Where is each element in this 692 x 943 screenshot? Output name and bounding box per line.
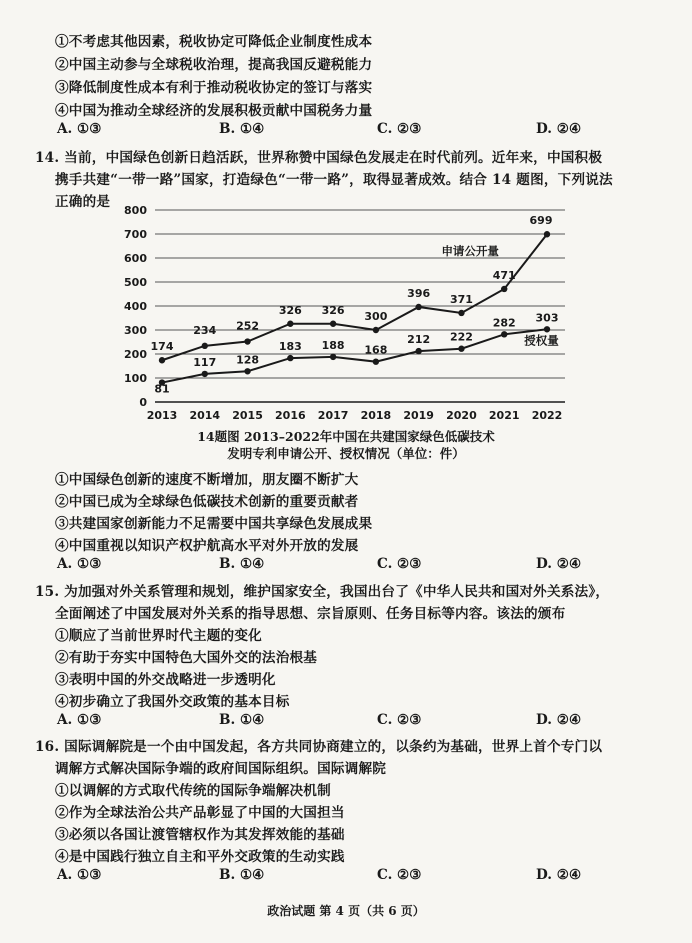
data-label: 168 bbox=[364, 343, 388, 357]
y-tick-label: 300 bbox=[124, 324, 147, 337]
series-name-label: 申请公开量 bbox=[441, 244, 499, 259]
data-label: 300 bbox=[364, 310, 388, 323]
q16-option-c[interactable]: C. ②③ bbox=[377, 867, 422, 883]
q13-option-c[interactable]: C. ②③ bbox=[377, 121, 422, 137]
q16-item-4: ④是中国践行独立自主和平外交政策的生动实践 bbox=[55, 849, 345, 865]
q13-item-3: ③降低制度性成本有利于推动税收协定的签订与落实 bbox=[55, 80, 373, 96]
data-label: 396 bbox=[407, 286, 431, 300]
q15-option-c[interactable]: C. ②③ bbox=[377, 712, 422, 728]
data-point bbox=[287, 355, 293, 361]
q15-item-2: ②有助于夯实中国特色大国外交的法治根基 bbox=[55, 650, 318, 666]
q16-stem-2: 调解方式解决国际争端的政府间国际组织。国际调解院 bbox=[55, 761, 387, 777]
data-label: 81 bbox=[154, 382, 170, 396]
y-tick-label: 600 bbox=[124, 252, 147, 265]
data-label: 282 bbox=[492, 316, 516, 330]
q16-item-3: ③必须以各国让渡管辖权作为其发挥效能的基础 bbox=[55, 827, 345, 843]
data-point bbox=[373, 327, 379, 333]
data-label: 252 bbox=[236, 319, 260, 333]
q13-item-4: ④中国为推动全球经济的发展积极贡献中国税务力量 bbox=[55, 103, 373, 119]
data-point bbox=[501, 331, 507, 337]
data-label: 183 bbox=[278, 340, 302, 354]
q16-option-b[interactable]: B. ①④ bbox=[219, 867, 265, 883]
x-tick-label: 2019 bbox=[403, 409, 434, 422]
data-point bbox=[159, 357, 165, 363]
q13-option-d[interactable]: D. ②④ bbox=[536, 121, 582, 137]
x-tick-label: 2013 bbox=[146, 409, 178, 422]
x-tick-label: 2017 bbox=[317, 409, 349, 422]
q15-item-4: ④初步确立了我国外交政策的基本目标 bbox=[55, 694, 290, 710]
data-point bbox=[458, 310, 464, 316]
q13-item-2: ②中国主动参与全球税收治理，提高我国反避税能力 bbox=[55, 57, 373, 73]
q16-option-a[interactable]: A. ①③ bbox=[57, 867, 102, 883]
data-label: 222 bbox=[449, 330, 473, 344]
y-tick-label: 400 bbox=[124, 300, 147, 313]
q14-option-b[interactable]: B. ①④ bbox=[219, 556, 265, 572]
q14-item-1: ①中国绿色创新的速度不断增加，朋友圈不断扩大 bbox=[55, 472, 359, 488]
q15-option-d[interactable]: D. ②④ bbox=[536, 712, 582, 728]
data-point bbox=[287, 321, 293, 327]
q15-option-b[interactable]: B. ①④ bbox=[219, 712, 265, 728]
data-point bbox=[501, 286, 507, 292]
y-tick-label: 0 bbox=[139, 396, 147, 409]
data-label: 326 bbox=[278, 303, 302, 317]
x-tick-label: 2018 bbox=[360, 409, 392, 422]
data-label: 117 bbox=[193, 355, 217, 369]
x-tick-label: 2014 bbox=[189, 409, 221, 422]
data-point bbox=[202, 371, 208, 377]
y-tick-label: 500 bbox=[124, 276, 147, 289]
q14-option-a[interactable]: A. ①③ bbox=[57, 556, 102, 572]
q15-item-1: ①顺应了当前世界时代主题的变化 bbox=[55, 628, 262, 644]
data-label: 128 bbox=[236, 353, 260, 367]
q15-option-a[interactable]: A. ①③ bbox=[57, 712, 102, 728]
data-label: 188 bbox=[321, 338, 345, 352]
data-label: 471 bbox=[492, 268, 516, 282]
q14-chart-caption-1: 14题图 2013–2022年中国在共建国家绿色低碳技术 bbox=[197, 429, 495, 444]
y-tick-label: 100 bbox=[124, 372, 147, 385]
q15-item-3: ③表明中国的外交战略进一步透明化 bbox=[55, 672, 276, 688]
data-point bbox=[415, 304, 421, 310]
data-label: 699 bbox=[529, 214, 553, 228]
series-line bbox=[162, 329, 547, 382]
series-name-label: 授权量 bbox=[524, 333, 559, 348]
x-tick-label: 2021 bbox=[488, 409, 520, 422]
data-label: 212 bbox=[407, 333, 431, 347]
q13-item-1: ①不考虑其他因素，税收协定可降低企业制度性成本 bbox=[55, 34, 373, 50]
data-label: 234 bbox=[193, 323, 217, 337]
q13-option-a[interactable]: A. ①③ bbox=[57, 121, 102, 137]
data-point bbox=[330, 321, 336, 327]
q14-chart-caption-2: 发明专利申请公开、授权情况（单位：件） bbox=[227, 446, 465, 461]
data-point bbox=[544, 326, 550, 332]
data-point bbox=[373, 358, 379, 364]
x-tick-label: 2020 bbox=[446, 409, 477, 422]
q14-stem-1: 14. 当前，中国绿色创新日趋活跃，世界称赞中国绿色发展走在时代前列。近年来，中国积极 bbox=[35, 150, 603, 166]
data-point bbox=[202, 343, 208, 349]
data-label: 371 bbox=[449, 292, 473, 306]
x-tick-label: 2022 bbox=[531, 409, 563, 422]
q14-stem-2: 携手共建“一带一路”国家，打造绿色“一带一路”，取得显著成效。结合 14 题图，下列说法 bbox=[55, 172, 613, 188]
q14-line-chart bbox=[110, 200, 580, 425]
data-point bbox=[244, 368, 250, 374]
y-tick-label: 800 bbox=[124, 204, 147, 217]
data-label: 303 bbox=[535, 311, 559, 325]
data-label: 174 bbox=[150, 340, 174, 354]
q14-item-2: ②中国已成为全球绿色低碳技术创新的重要贡献者 bbox=[55, 494, 359, 510]
q14-item-4: ④中国重视以知识产权护航高水平对外开放的发展 bbox=[55, 538, 359, 554]
y-tick-label: 700 bbox=[124, 228, 147, 241]
q16-option-d[interactable]: D. ②④ bbox=[536, 867, 582, 883]
page-footer: 政治试题 第 4 页（共 6 页） bbox=[267, 904, 425, 918]
data-point bbox=[544, 231, 550, 237]
data-point bbox=[415, 348, 421, 354]
q14-stem-3: 正确的是 bbox=[55, 194, 111, 210]
q15-stem-2: 全面阐述了中国发展对外关系的指导思想、宗旨原则、任务目标等内容。该法的颁布 bbox=[55, 606, 566, 622]
data-point bbox=[244, 338, 250, 344]
q15-stem-1: 15. 为加强对外关系管理和规划，维护国家安全，我国出台了《中华人民共和国对外关系法》， bbox=[35, 584, 610, 600]
x-tick-label: 2016 bbox=[275, 409, 306, 422]
q16-stem-1: 16. 国际调解院是一个由中国发起，各方共同协商建立的，以条约为基础，世界上首个专门以 bbox=[35, 739, 603, 755]
q16-item-2: ②作为全球法治公共产品彰显了中国的大国担当 bbox=[55, 805, 345, 821]
q14-option-c[interactable]: C. ②③ bbox=[377, 556, 422, 572]
data-point bbox=[458, 346, 464, 352]
q14-item-3: ③共建国家创新能力不足需要中国共享绿色发展成果 bbox=[55, 516, 373, 532]
data-label: 326 bbox=[321, 303, 345, 317]
x-tick-label: 2015 bbox=[232, 409, 263, 422]
q14-option-d[interactable]: D. ②④ bbox=[536, 556, 582, 572]
q16-item-1: ①以调解的方式取代传统的国际争端解决机制 bbox=[55, 783, 331, 799]
q13-option-b[interactable]: B. ①④ bbox=[219, 121, 265, 137]
y-tick-label: 200 bbox=[124, 348, 147, 361]
data-point bbox=[330, 354, 336, 360]
